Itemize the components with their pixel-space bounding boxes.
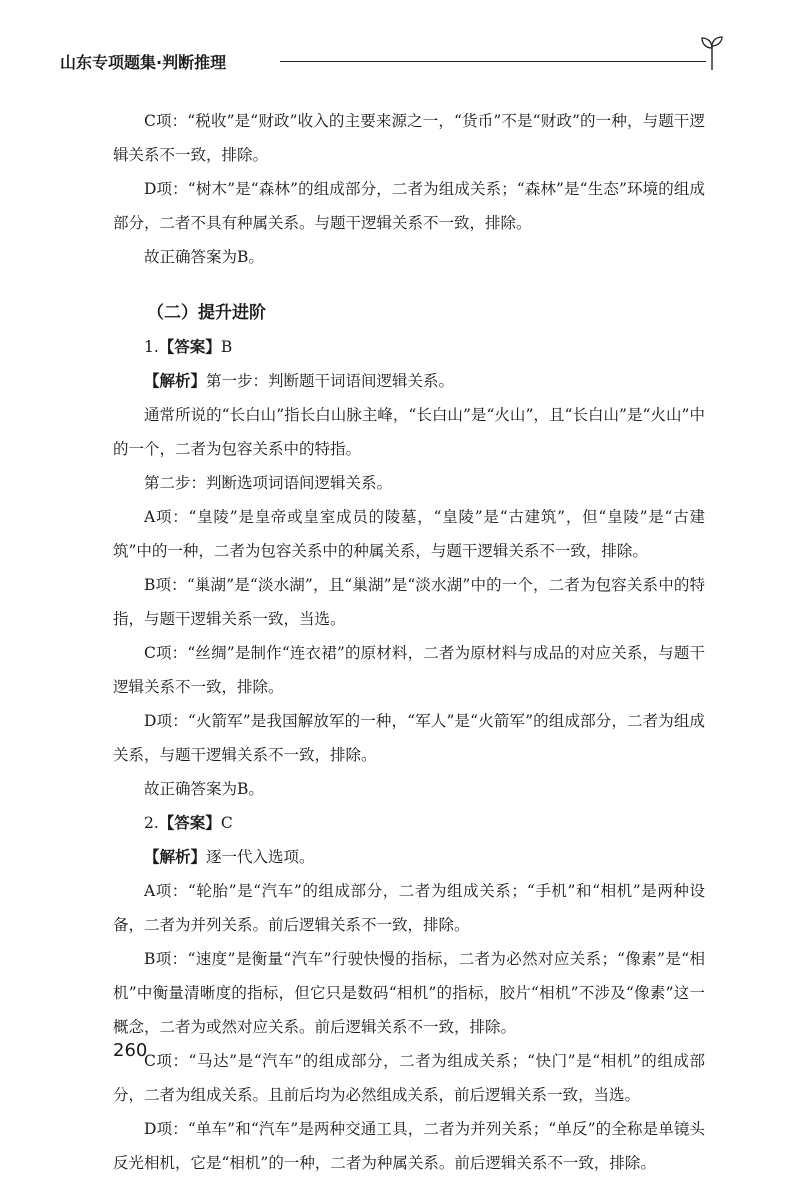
header-rule — [280, 61, 706, 62]
question-2-answer — [113, 806, 705, 840]
q1-paragraph-2: 第二步：判断选项词语间逻辑关系。 — [144, 474, 393, 492]
answer-label: 【答案】 — [158, 814, 221, 832]
analysis-label: 【解析】 — [144, 848, 207, 866]
analysis-text: 第一步：判断题干词语间逻辑关系。 — [206, 372, 455, 390]
header-title: 山东专项题集·判断推理 — [60, 53, 227, 72]
q2-option-b: B项：“速度”是衡量“汽车”行驶快慢的指标，二者为必然对应关系；“像素”是“相机”中衡量清晰度的指标，但它只是数码“相机”的指标，胶片“相机”不涉及“像素”这一概念，二者为或然对应关系。前后逻辑关系不一致，排除。 — [113, 950, 705, 1036]
sprout-icon — [700, 36, 724, 70]
q1-conclusion: 故正确答案为B。 — [144, 780, 264, 798]
q2-option-d: D项：“单车”和“汽车”是两种交通工具，二者为并列关系；“单反”的全称是单镜头反光相机，它是“相机”的一种，二者为种属关系。前后逻辑关系不一致，排除。 — [113, 1120, 705, 1172]
q2-option-c: C项：“马达”是“汽车”的组成部分，二者为组成关系；“快门”是“相机”的组成部分，二者为组成关系。且前后均为必然组成关系，前后逻辑关系一致，当选。 — [113, 1052, 705, 1104]
answer-value: B — [220, 338, 233, 356]
q2-option-a: A项：“轮胎”是“汽车”的组成部分，二者为组成关系；“手机”和“相机”是两种设备，二者为并列关系。前后逻辑关系不一致，排除。 — [113, 882, 705, 934]
option-c-paragraph: C项：“税收”是“财政”收入的主要来源之一，“货币”不是“财政”的一种，与题干逻辑关系不一致，排除。 — [113, 112, 705, 164]
q1-option-c: C项：“丝绸”是制作“连衣裙”的原材料，二者为原材料与成品的对应关系，与题干逻辑关系不一致，排除。 — [113, 644, 705, 696]
answer-value: C — [220, 814, 233, 832]
q1-option-b: B项：“巢湖”是“淡水湖”，且“巢湖”是“淡水湖”中的一个，二者为包容关系中的特指，与题干逻辑关系一致，当选。 — [113, 576, 705, 628]
question-1-answer — [113, 330, 705, 364]
question-number: 1. — [144, 338, 159, 356]
page-number: 260 — [113, 1040, 148, 1061]
page-body — [113, 104, 705, 1180]
q1-option-d: D项：“火箭军”是我国解放军的一种，“军人”是“火箭军”的组成部分，二者为组成关系，与题干逻辑关系不一致，排除。 — [113, 712, 705, 764]
analysis-label: 【解析】 — [144, 372, 207, 390]
option-d-paragraph: D项：“树木”是“森林”的组成部分，二者为组成关系；“森林”是“生态”环境的组成部分，二者不具有种属关系。与题干逻辑关系不一致，排除。 — [113, 180, 705, 232]
running-header — [60, 36, 720, 70]
question-number: 2. — [144, 814, 159, 832]
q1-paragraph-1: 通常所说的“长白山”指长白山脉主峰，“长白山”是“火山”，且“长白山”是“火山”中的一个，二者为包容关系中的特指。 — [113, 406, 705, 458]
analysis-text: 逐一代入选项。 — [206, 848, 315, 866]
answer-label: 【答案】 — [158, 338, 221, 356]
q1-option-a: A项：“皇陵”是皇帝或皇室成员的陵墓，“皇陵”是“古建筑”，但“皇陵”是“古建筑”中的一种，二者为包容关系中的种属关系，与题干逻辑关系不一致，排除。 — [113, 508, 705, 560]
question-2-analysis — [113, 840, 705, 874]
question-1-analysis — [113, 364, 705, 398]
conclusion-paragraph: 故正确答案为B。 — [144, 248, 264, 266]
section-heading: （二）提升进阶 — [147, 303, 266, 323]
